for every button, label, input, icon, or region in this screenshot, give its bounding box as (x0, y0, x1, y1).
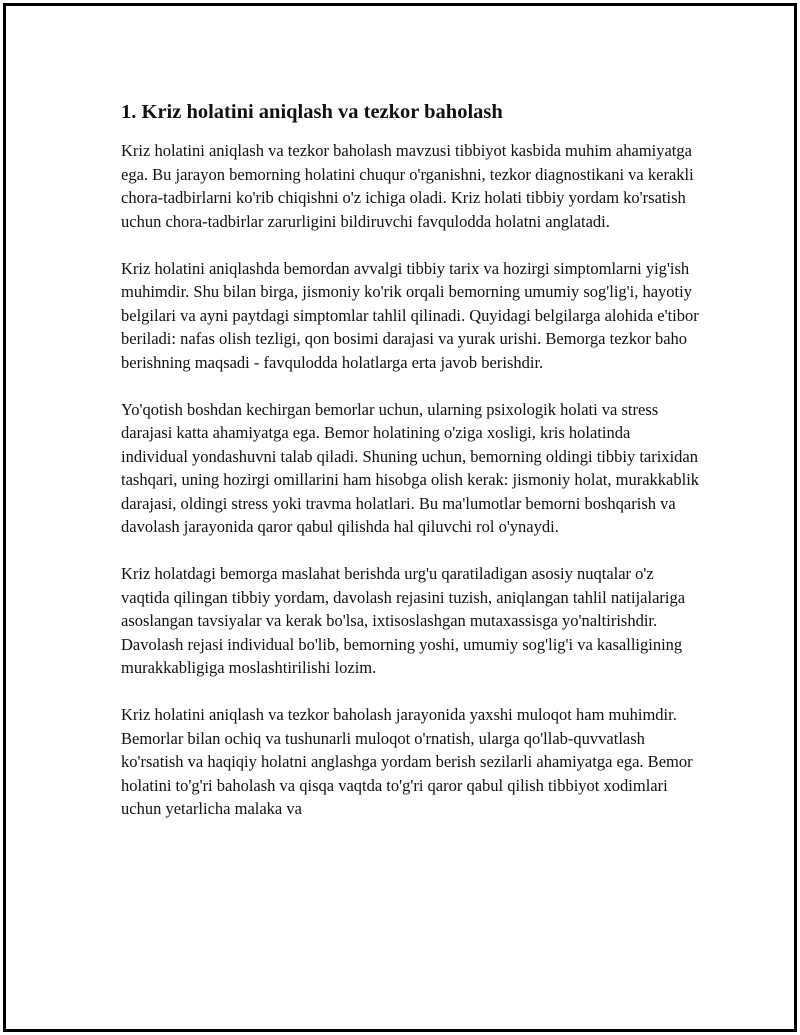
paragraph-1: Kriz holatini aniqlash va tezkor baholash mavzusi tibbiyot kasbida muhim ahamiyatga ega. Bu jarayon bemorning holatini chuqur o'rganishni, tezkor diagnostikani va kerakli chora-tadbirlarni ko'rib chiqishni o'z ichiga oladi. Kriz holati tibbiy yordam ko'rsatish uchun chora-tadbirlar zarurligini bildiruvchi favqulodda holatni anglatadi. (121, 141, 694, 231)
section-heading: 1. Kriz holatini aniqlash va tezkor baholash (121, 101, 503, 123)
paragraph-2: Kriz holatini aniqlashda bemordan avvalgi tibbiy tarix va hozirgi simptomlarni yig'ish muhimdir. Shu bilan birga, jismoniy ko'rik orqali bemorning umumiy sog'lig'i, hayotiy belgilari va ayni paytdagi simptomlar tahlil qilinadi. Quyidagi belgilarga alohida e'tibor beriladi: nafas olish tezligi, qon bosimi darajasi va yurak urishi. Bemorga tezkor baho berishning maqsadi - favqulodda holatlarga erta javob berishdir. (121, 258, 699, 372)
paragraph-3: Yo'qotish boshdan kechirgan bemorlar uchun, ularning psixologik holati va stress darajasi katta ahamiyatga ega. Bemor holatining o'ziga xosligi, kris holatinda individual yondashuvni talab qiladi. Shuning uchun, bemorning oldingi tibbiy tarixidan tashqari, uning hozirgi omillarini ham hisobga olish kerak: jismoniy holat, murakkablik darajasi, oldingi stress yoki travma holatlari. Bu ma'lumotlar bemorni boshqarish va davolash jarayonida qaror qabul qilishda hal qiluvchi rol o'ynaydi. (121, 399, 700, 536)
paragraph-4: Kriz holatdagi bemorga maslahat berishda urg'u qaratiladigan asosiy nuqtalar o'z vaqtida qilingan tibbiy yordam, davolash rejasini tuzish, aniqlangan tahlil natijalariga asoslangan tavsiyalar va kerak bo'lsa, ixtisoslashgan mutaxassisga yo'naltirishdir. Davolash rejasi individual bo'lib, bemorning yoshi, umumiy sog'lig'i va kasalligining murakkabligiga moslashtirilishi lozim. (121, 564, 686, 677)
page-frame (3, 3, 797, 1032)
document-body (121, 99, 701, 844)
paragraph-5: Kriz holatini aniqlash va tezkor baholash jarayonida yaxshi muloqot ham muhimdir. Bemorlar bilan ochiq va tushunarli muloqot o'rnatish, ularga qo'llab-quvvatlash ko'rsatish va haqiqiy holatni anglashga yordam berish sezilarli ahamiyatga ega. Bemor holatini to'g'ri baholash va qisqa vaqtda to'g'ri qaror qabul qilish tibbiyot xodimlari uchun yetarlicha malaka va (121, 705, 693, 818)
